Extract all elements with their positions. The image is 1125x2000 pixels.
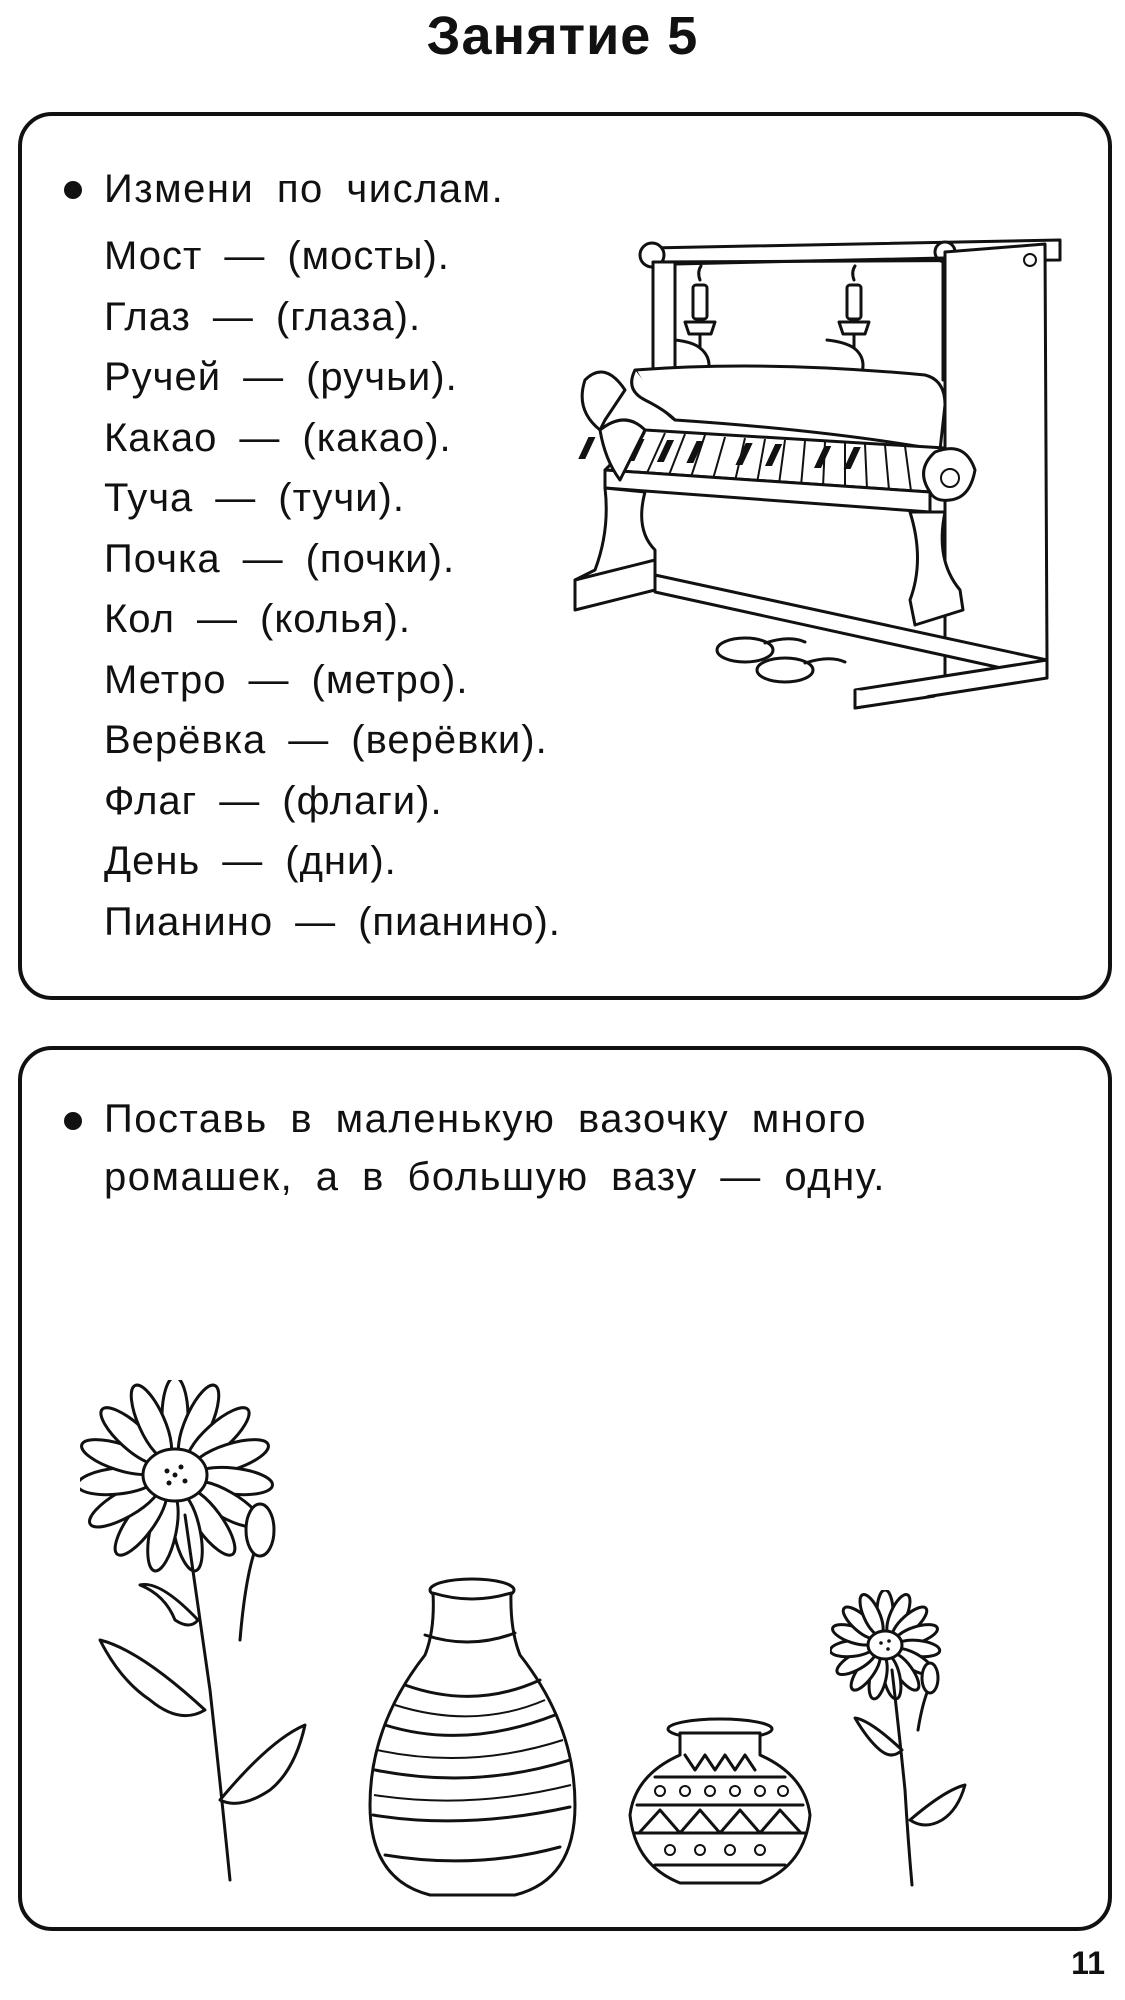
word-pair: Пианино — (пианино). [104,899,561,944]
task-instruction-vases: Поставь в маленькую вазочку много ромашек, а в большую вазу — одну. [104,1097,886,1199]
word-pair: Верёвка — (верёвки). [104,718,548,762]
large-daisy-icon [80,1380,340,1890]
candlestick-icon [827,266,869,380]
word-pair: Ручей — (ручьи). [104,355,458,399]
word-pair: День — (дни). [104,839,397,883]
word-list [104,226,561,952]
bullet-icon [64,181,82,199]
task-instruction-plural: Измени по числам. [104,167,505,211]
small-daisy-icon [830,1590,980,1890]
pedal-icon [757,658,845,682]
piano-icon [565,230,1065,770]
bullet-icon [64,1112,82,1130]
small-vase-icon [625,1715,815,1895]
word-pair: Какао — (какао). [104,415,452,460]
word-pair: Туча — (тучи). [104,476,405,520]
tall-vase-icon [365,1575,580,1900]
page-title: Занятие 5 [426,6,699,66]
word-pair: Флаг — (флаги). [104,778,443,823]
word-pair: Кол — (колья). [104,597,411,641]
word-pair: Метро — (метро). [104,657,469,702]
word-pair: Глаз — (глаза). [104,294,422,339]
word-pair: Мост — (мосты). [104,234,450,278]
page-number: 11 [1071,1945,1105,1981]
word-pair: Почка — (почки). [104,536,456,581]
candlestick-icon [675,266,715,380]
